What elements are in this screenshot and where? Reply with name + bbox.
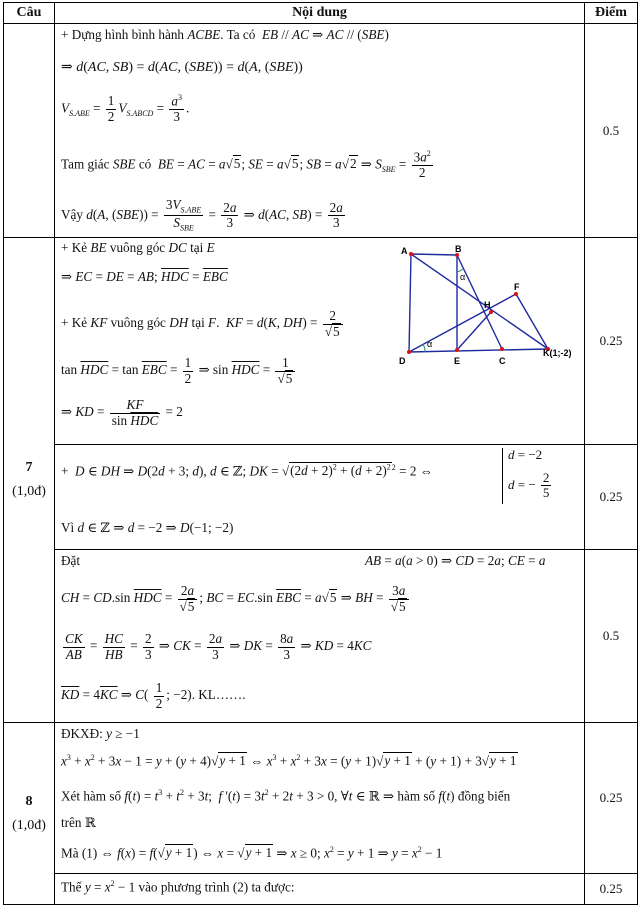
text-line: đồng biến: [454, 788, 511, 804]
text-line: + Kẻ: [61, 240, 91, 255]
text-line: trên: [61, 815, 85, 830]
label-alpha-b: α: [460, 272, 466, 282]
score-cell: 0.5: [585, 24, 638, 238]
label-B: B: [455, 244, 462, 254]
text-line: ĐKXĐ:: [61, 726, 107, 741]
label-F: F: [514, 282, 520, 292]
text-line: Vì: [61, 520, 78, 535]
content-cell: Đặt AB = a(a > 0) ⇒ CD = 2a; CE = a CH = CD.sin $\overline{HDC}$ = $\frac{2a}{√5}$ ; BC = EC.sin $\overline{EBC} = a√5$ ⇒ BH = $\frac{3a}{√5}$ $\frac{CK}{AB}$ = $\frac{HC}{HB}$ = $\frac{2}{3}$ ⇒ CK = $\frac{2a}{3}$ ⇒ DK = $\frac{8a}{3}$ ⇒ KD = 4KC $\overline{KD} = 4\overline{KC}$ ⇒ C( $\frac{1}{2}$ ; −2). KL…….: [55, 550, 585, 723]
label-K: K(1;-2): [543, 348, 572, 358]
row-parallelogram: [4, 24, 638, 238]
row-figure: [4, 238, 638, 445]
score-cell: 0.25: [585, 445, 638, 550]
label-H: H: [484, 300, 491, 310]
score-cell: 0.25: [585, 723, 638, 874]
text-line: vuông góc: [106, 240, 169, 255]
text-line: Thế: [61, 879, 85, 895]
question-8-cell: [4, 723, 55, 905]
text-line: . KL…….: [191, 687, 246, 703]
header-content: Nội dung: [55, 3, 585, 24]
header-score: Điểm: [585, 3, 638, 24]
geometry-figure: [395, 244, 585, 374]
score-cell: 0.5: [585, 550, 638, 723]
label-E: E: [454, 356, 461, 366]
question-cell-empty: [4, 24, 55, 238]
label-A: A: [401, 246, 408, 256]
text-line: Tam giác: [61, 156, 113, 172]
row-substitute: [4, 874, 638, 905]
row-function: [4, 723, 638, 874]
score-cell: 0.25: [585, 238, 638, 445]
text-line: vào phương trình (2) ta được:: [135, 879, 295, 895]
question-number: 7: [25, 460, 33, 475]
text-line: hàm số: [394, 788, 439, 804]
content-cell: + Dựng hình bình hành ACBE. Ta có EB // AC ⇒ AC // (SBE) ⇒ d(AC, SB) = d(AC, (SBE)) = d(A, (SBE)) $V_{S.ABE}$ = $\frac{1}{2}$ $V_{S.ABCD}$ = $\frac{a^3}{3}$ . Tam giác SBE có BE = AC = a√5; SE = a√5; SB = a√2 ⇒ $S_{SBE}$ = $\frac{3a^2}{2}$ Vậy d(A, (SBE)) = $\frac{3V_{S.ABE}}{S_{SBE}}$ = $\frac{2a}{3}$ ⇒ d(AC, SB) = $\frac{2a}{3}$: [55, 24, 585, 238]
text-line: Xét hàm số: [61, 788, 125, 804]
question-number: 8: [25, 793, 33, 809]
text-line: tại: [186, 240, 207, 255]
header-question: Câu: [4, 3, 55, 24]
content-cell: Thế $y = x^2 - 1$ vào phương trình (2) ta được:: [55, 874, 585, 905]
label-D: D: [399, 356, 406, 366]
text-line: Vậy: [61, 206, 87, 222]
label-C: C: [499, 356, 506, 366]
header-row: [4, 3, 638, 24]
question-7-cell: [4, 238, 55, 723]
content-cell: + D ∈ DH ⇒ D(2d + 3; d), d ∈ ℤ; DK = $√(2d + 2)^2 + (d + 2)^{22} = 2$ ⇔ d = −2 d = − $\frac{2}{5}$ Vì d ∈ ℤ ⇒ d = −2 ⇒ D(−1; −2): [55, 445, 585, 550]
text-line: Đặt: [61, 553, 81, 568]
content-cell: + Kẻ BE vuông góc DC tại E ⇒ EC = DE = AB; $\overline{HDC} = \overline{EBC}$ + Kẻ KF vuông góc DH tại F. KF = d(K, DH) = $\frac{2}{√5}$ $\tan \overline{HDC} = \tan \overline{EBC}$ = $\frac{1}{2}$ ⇒ $\sin \overline{HDC}$ = $\frac{1}{√5}$ ⇒ KD = $\frac{KF}{\sin \overline{HDC}}$ = 2 A B H F D E C K(1;-2) α α: [55, 238, 585, 445]
answer-table: [3, 2, 638, 905]
score-cell: 0.25: [585, 874, 638, 905]
question-points: (1,0đ): [12, 817, 46, 833]
text-line: + Dựng hình bình hành: [61, 27, 188, 42]
label-alpha-d: α: [427, 339, 433, 349]
text-line: Mà: [61, 845, 82, 861]
content-cell: ĐKXĐ: y ≥ −1 $x^3 + x^2 + 3x - 1 = y + (y + 4)√y + 1$ ⇔ $x^3 + x^2 + 3x = (y + 1)√y + 1 + (y + 1) + 3√y + 1$ Xét hàm số $f(t) = t^3 + t^2 + 3t$; f '$(t) = 3t^2 + 2t + 3 > 0$, ∀t ∈ ℝ ⇒ hàm số f(t) đồng biến trên ℝ Mà (1) ⇔ f(x) = f(√y + 1) ⇔ x = √y + 1 ⇒ x ≥ 0; $x^2 = y + 1$ ⇒ $y = x^2 - 1$: [55, 723, 585, 874]
question-points: (1,0đ): [12, 484, 46, 499]
row-point-d: [4, 445, 638, 550]
row-ratio: [4, 550, 638, 723]
text-line: + Kẻ: [61, 315, 91, 331]
